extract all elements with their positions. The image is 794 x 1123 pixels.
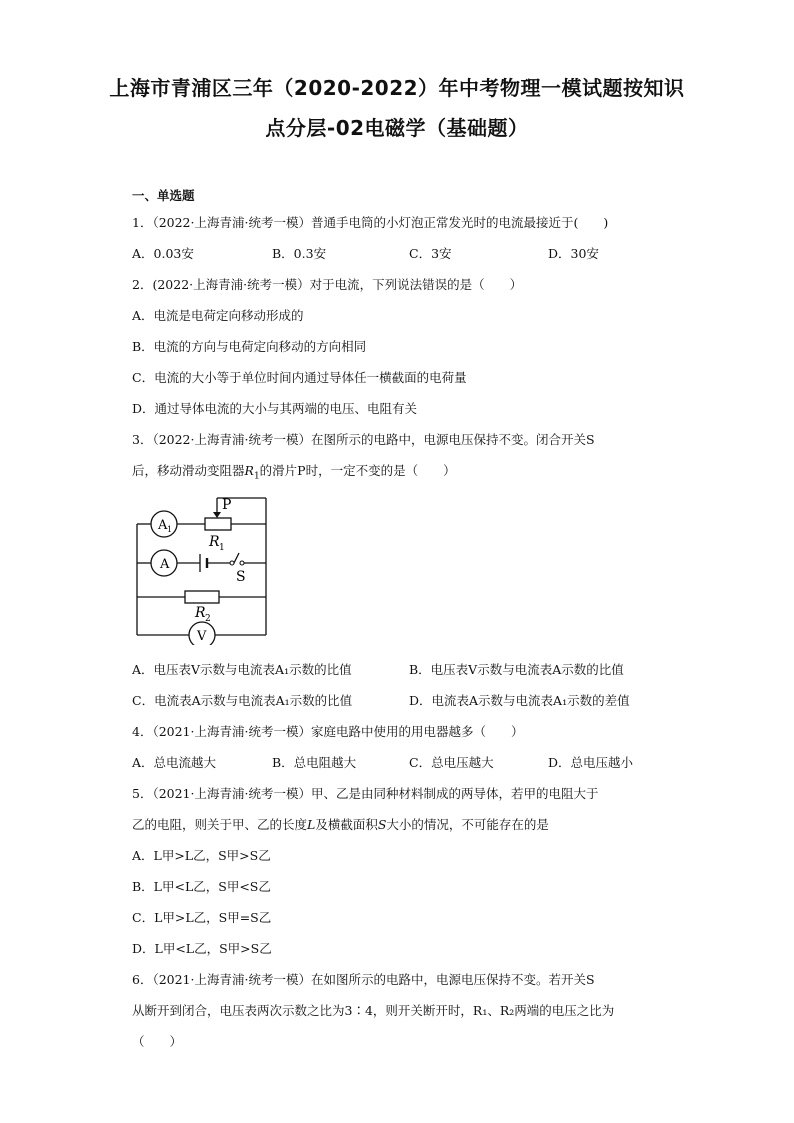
svg-text:A: A xyxy=(160,557,170,572)
q6-stem-line1: 6．（2021·上海青浦·统考一模）在如图所示的电路中，电源电压保持不变。若开关S xyxy=(132,972,595,987)
q3-option-d: D．电流表A示数与电流表A₁示数的差值 xyxy=(409,693,630,708)
q2-option-d: D．通过导体电流的大小与其两端的电压、电阻有关 xyxy=(132,401,418,416)
q3-option-c: C．电流表A示数与电流表A₁示数的比值 xyxy=(132,693,353,708)
svg-text:V: V xyxy=(197,629,207,644)
switch-s xyxy=(230,561,234,565)
q2-option-a: A．电流是电荷定向移动形成的 xyxy=(132,308,304,323)
label-r2: R xyxy=(195,605,206,621)
label-s: S xyxy=(236,569,246,585)
svg-text:2: 2 xyxy=(205,614,211,624)
q5-option-b: B．L甲<L乙，S甲<S乙 xyxy=(132,879,271,894)
q4-option-b: B．总电阻越大 xyxy=(272,755,357,770)
q1-option-c: C．3安 xyxy=(409,246,452,261)
svg-text:1: 1 xyxy=(219,543,225,553)
label-p: P xyxy=(222,497,232,513)
document-title-line1: 上海市青浦区三年（2020-2022）年中考物理一模试题按知识 xyxy=(109,76,685,100)
q5-stem-line1: 5．（2021·上海青浦·统考一模）甲、乙是由同种材料制成的两导体，若甲的电阻大于 xyxy=(132,786,599,801)
section-heading: 一、单选题 xyxy=(132,188,195,203)
q6-stem-line2: 从断开到闭合，电压表两次示数之比为3∶4，则开关断开时，R₁、R₂两端的电压之比为 xyxy=(132,1003,615,1018)
svg-text:A: A xyxy=(158,518,168,533)
q1-stem: 1．（2022·上海青浦·统考一模）普通手电筒的小灯泡正常发光时的电流最接近于( ) xyxy=(132,215,609,230)
q3-option-b: B．电压表V示数与电流表A示数的比值 xyxy=(409,662,624,677)
q3-circuit-diagram xyxy=(125,490,275,645)
q4-stem: 4．（2021·上海青浦·统考一模）家庭电路中使用的用电器越多（ ） xyxy=(132,724,524,739)
document-title-line2: 点分层-02电磁学（基础题） xyxy=(265,116,529,140)
q3-stem-line2: 后，移动滑动变阻器$R_1$的滑片P时，一定不变的是（ ） xyxy=(132,463,456,482)
q2-option-b: B．电流的方向与电荷定向移动的方向相同 xyxy=(132,339,367,354)
resistor-r1 xyxy=(205,518,231,530)
q4-option-c: C．总电压越大 xyxy=(409,755,494,770)
q6-stem-line3: （ ） xyxy=(132,1034,183,1049)
q4-option-a: A．总电流越大 xyxy=(132,755,217,770)
q1-option-a: A．0.03安 xyxy=(132,246,194,261)
label-r1: R xyxy=(209,534,220,550)
q3-stem-line1: 3．（2022·上海青浦·统考一模）在图所示的电路中，电源电压保持不变。闭合开关S xyxy=(132,432,595,447)
q3-option-a: A．电压表V示数与电流表A₁示数的比值 xyxy=(132,662,352,677)
q5-option-c: C．L甲>L乙，S甲=S乙 xyxy=(132,910,272,925)
q2-option-c: C．电流的大小等于单位时间内通过导体任一横截面的电荷量 xyxy=(132,370,467,385)
q1-option-d: D．30安 xyxy=(548,246,599,261)
q1-option-b: B．0.3安 xyxy=(272,246,327,261)
resistor-r2 xyxy=(185,591,219,603)
q5-stem-line2: 乙的电阻，则关于甲、乙的长度L及横截面积S大小的情况，不可能存在的是 xyxy=(132,817,549,832)
q5-option-d: D．L甲<L乙，S甲>S乙 xyxy=(132,941,272,956)
q2-stem: 2．(2022·上海青浦·统考一模）对于电流，下列说法错误的是（ ） xyxy=(132,277,523,292)
q5-option-a: A．L甲>L乙，S甲>S乙 xyxy=(132,848,271,863)
svg-text:1: 1 xyxy=(167,525,173,534)
q4-option-d: D．总电压越小 xyxy=(548,755,634,770)
